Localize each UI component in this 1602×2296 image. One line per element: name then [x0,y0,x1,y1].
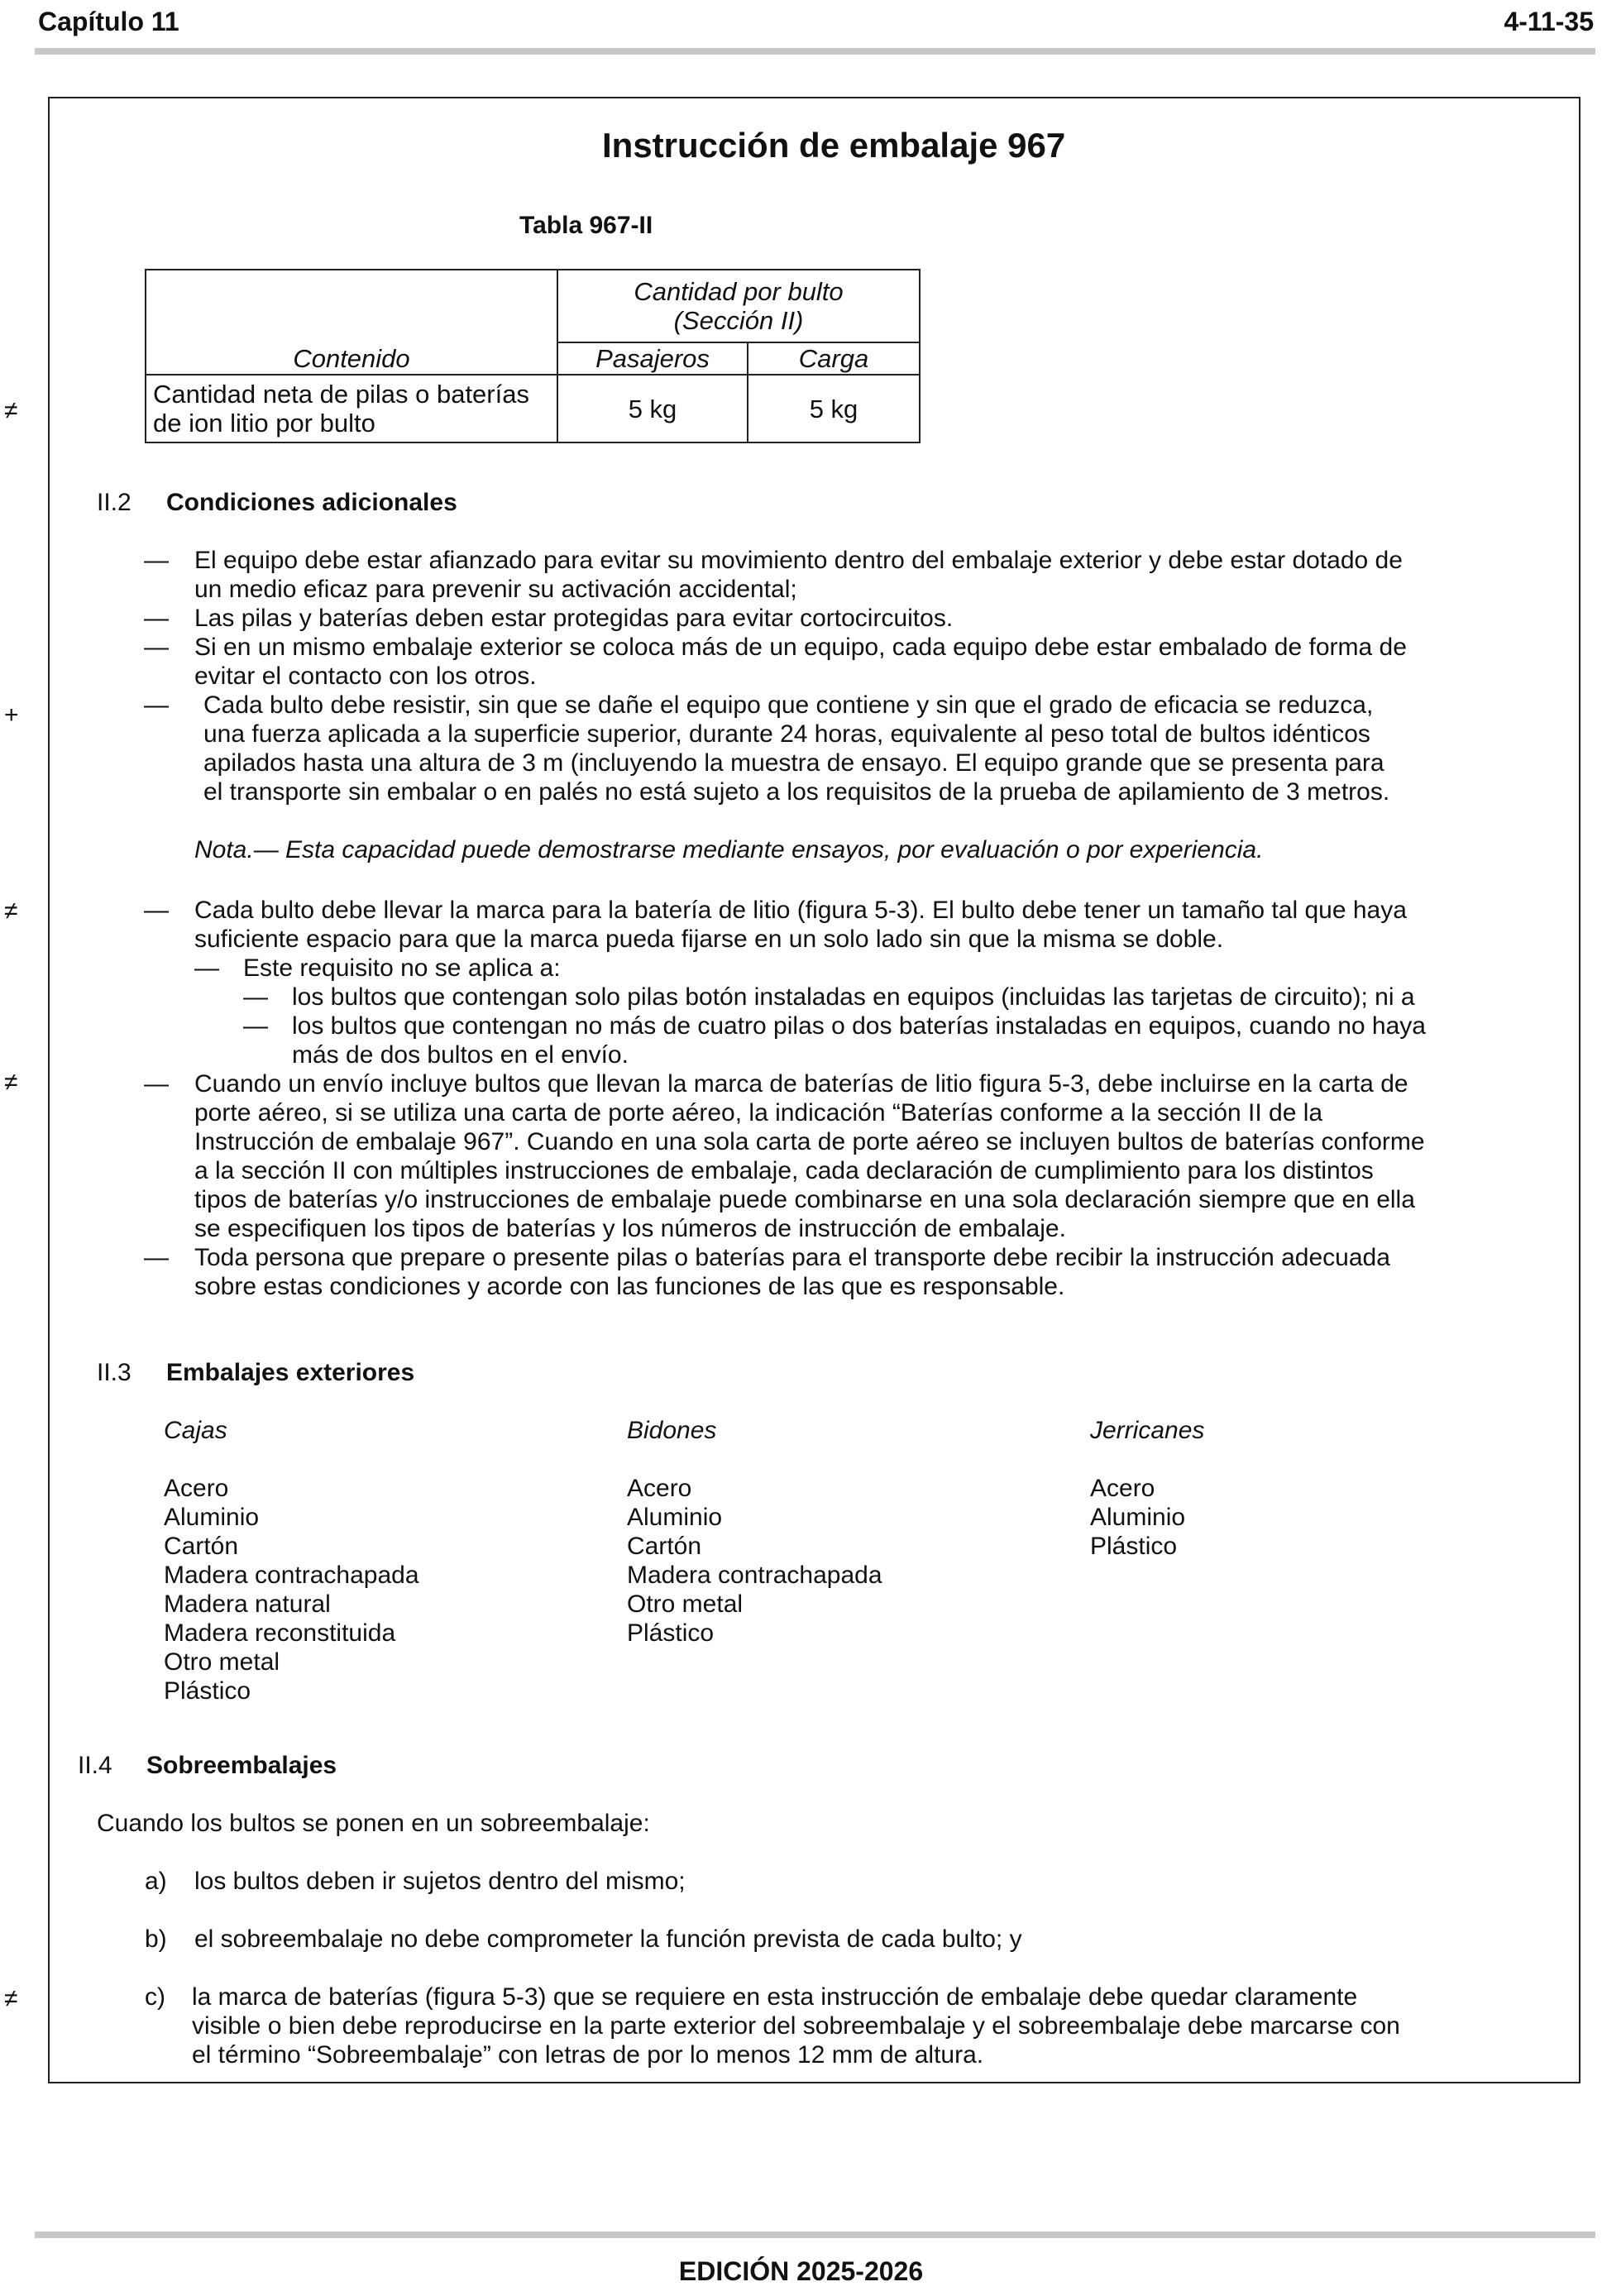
row-label [146,375,557,442]
row-passengers-value: 5 kg [557,375,748,442]
item-b-text: el sobreembalaje no debe comprometer la función prevista de cada bulto; y [194,1925,1022,1953]
bullet-dash: — [144,605,169,632]
chapter-label: Capítulo 11 [38,7,179,36]
list-item: Aluminio [627,1504,723,1531]
qty-header-line2: (Sección II) [673,306,804,335]
list-item: Plástico [164,1677,251,1705]
bullet-4-line2: una fuerza aplicada a la superficie superior, durante 24 horas, equivalente al peso total de bultos idénticos [203,720,1370,748]
sub-sub-bullet-dash: — [243,1012,268,1040]
footer-rule [35,2231,1595,2238]
bullet-dash: — [144,691,169,719]
item-c-line2: visible o bien debe reproducirse en la parte exterior del sobreembalaje y el sobreembalaje debe marcarse con [192,2012,1400,2040]
item-a-text: los bultos deben ir sujetos dentro del mismo; [194,1868,686,1895]
sub-sub-bullet-dash: — [243,983,268,1011]
list-item: Aluminio [164,1504,260,1531]
bullet-7-line2: sobre estas condiciones y acorde con las funciones de las que es responsable. [194,1273,1065,1300]
bullet-3-line1: Si en un mismo embalaje exterior se coloca más de un equipo, cada equipo debe estar embalado de forma de [194,634,1407,661]
list-item: Otro metal [627,1590,744,1618]
list-item: Otro metal [164,1648,280,1676]
bullet-5-line1: Cada bulto debe llevar la marca para la batería de litio (figura 5-3). El bulto debe tener un tamaño tal que haya [194,897,1407,924]
bullet-5-sub2-line1: los bultos que contengan no más de cuatro pilas o dos baterías instaladas en equipos, cuando no haya [292,1012,1426,1040]
bullet-dash: — [144,1244,169,1271]
page-number: 4-11-35 [1504,7,1594,36]
table-caption: Tabla 967-II [519,212,653,239]
list-item: Cartón [627,1533,702,1560]
row-cargo-value: 5 kg [748,375,920,442]
section-heading: Condiciones adicionales [166,489,457,516]
table-corner [146,270,557,342]
column-title: Jerricanes [1090,1417,1205,1444]
edition-label: EDICIÓN 2025-2026 [678,2256,924,2286]
bullet-5-sub2-line2: más de dos bultos en el envío. [292,1041,629,1069]
bullet-6-line5: tipos de baterías y/o instrucciones de embalaje puede combinarse en una sola declaración siempre que en ella [194,1186,1415,1213]
section-number: II.3 [97,1359,132,1386]
list-item: Acero [1090,1475,1155,1502]
list-item: Aluminio [1090,1504,1186,1531]
bullet-3-line2: evitar el contacto con los otros. [194,662,537,690]
section-heading: Embalajes exteriores [166,1359,415,1386]
list-item: Madera contrachapada [164,1562,419,1589]
note: Nota.— Esta capacidad puede demostrarse mediante ensayos, por evaluación o por experiencia. [194,836,1264,863]
quantity-table [145,269,921,443]
change-mark: ≠ [4,1985,18,2012]
bullet-5-sub: Este requisito no se aplica a: [243,954,561,982]
section-heading: Sobreembalajes [146,1752,337,1779]
item-label: b) [145,1925,167,1953]
change-mark: ≠ [4,897,18,925]
bullet-dash: — [144,547,169,574]
qty-header-line1: Cantidad por bulto [634,277,844,306]
section-number: II.2 [97,489,132,516]
list-item: Madera reconstituida [164,1619,396,1647]
bullet-dash: — [144,1070,169,1098]
bullet-dash: — [144,634,169,661]
change-mark: ≠ [4,1069,18,1096]
bullet-1-line2: un medio eficaz para prevenir su activación accidental; [194,576,797,603]
bullet-5-sub1: los bultos que contengan solo pilas botón instaladas en equipos (incluidas las tarjetas de circuito); ni a [292,983,1415,1011]
row-label-line1: Cantidad neta de pilas o baterías [153,380,529,409]
list-item: Acero [164,1475,229,1502]
cargo-header: Carga [748,342,920,375]
bullet-6-line1: Cuando un envío incluye bultos que llevan la marca de baterías de litio figura 5-3, debe incluirse en la carta de [194,1070,1408,1098]
bullet-4-line3: apilados hasta una altura de 3 m (incluyendo la muestra de ensayo. El equipo grande que se presenta para [203,749,1384,777]
section-number: II.4 [78,1752,112,1779]
bullet-6-line4: a la sección II con múltiples instrucciones de embalaje, cada declaración de cumplimiento para los distintos [194,1157,1374,1184]
packaging-column-cajas [164,1416,419,1705]
bullet-dash: — [144,897,169,924]
row-label-line2: de ion litio por bulto [153,409,375,438]
list-item: Plástico [1090,1533,1178,1560]
list-item: Acero [627,1475,692,1502]
column-title: Bidones [627,1417,717,1444]
item-c-line1: la marca de baterías (figura 5-3) que se requiere en esta instrucción de embalaje debe quedar claramente [192,1983,1358,2011]
bullet-1-line1: El equipo debe estar afianzado para evitar su movimiento dentro del embalaje exterior y debe estar dotado de [194,547,1403,574]
item-label: a) [145,1868,167,1895]
packaging-column-jerricanes [1090,1416,1204,1561]
bullet-4-line4: el transporte sin embalar o en palés no está sujeto a los requisitos de la prueba de apilamiento de 3 metros. [203,778,1390,806]
list-item: Cartón [164,1533,239,1560]
passengers-header: Pasajeros [557,342,748,375]
list-item: Madera natural [164,1590,331,1618]
list-item: Plástico [627,1619,715,1647]
header-rule [35,48,1595,55]
item-label: c) [145,1983,165,2011]
contents-header: Contenido [146,342,557,375]
item-c-line3: el término “Sobreembalaje” con letras de por lo menos 12 mm de altura. [192,2041,984,2069]
section-intro: Cuando los bultos se ponen en un sobreembalaje: [97,1810,650,1837]
column-title: Cajas [164,1417,227,1444]
bullet-6-line2: porte aéreo, si se utiliza una carta de porte aéreo, la indicación “Baterías conforme a la sección II de la [194,1099,1323,1126]
list-item: Madera contrachapada [627,1562,882,1589]
addition-mark: + [4,701,19,729]
bullet-6-line3: Instrucción de embalaje 967”. Cuando en una sola carta de porte aéreo se incluyen bultos de baterías conforme [194,1128,1425,1155]
bullet-6-line6: se especifiquen los tipos de baterías y los números de instrucción de embalaje. [194,1215,1066,1242]
qty-header [557,270,920,342]
change-mark: ≠ [4,397,18,424]
bullet-4-line1: Cada bulto debe resistir, sin que se dañe el equipo que contiene y sin que el grado de eficacia se reduzca, [203,691,1374,719]
bullet-5-line2: suficiente espacio para que la marca pueda fijarse en un solo lado sin que la misma se doble. [194,926,1224,953]
sub-bullet-dash: — [194,954,219,982]
bullet-7-line1: Toda persona que prepare o presente pilas o baterías para el transporte debe recibir la instrucción adecuada [194,1244,1390,1271]
packaging-column-bidones [627,1416,882,1648]
bullet-2-line1: Las pilas y baterías deben estar protegidas para evitar cortocircuitos. [194,605,954,632]
page-title: Instrucción de embalaje 967 [602,126,1066,165]
